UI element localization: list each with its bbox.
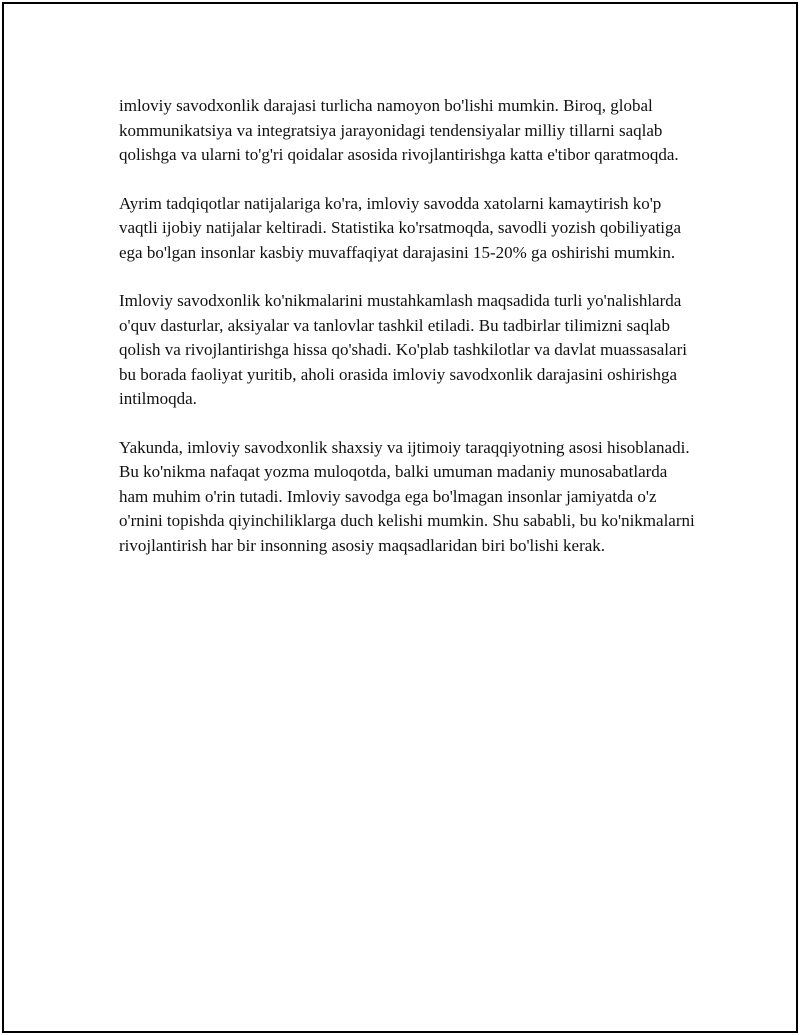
paragraph-2: Ayrim tadqiqotlar natijalariga ko'ra, imloviy savodda xatolarni kamaytirish ko'p vaqtli ijobiy natijalar keltiradi. Statistika ko'rsatmoqda, savodli yozish qobiliyatiga ega bo'lgan insonlar kasbiy muvaffaqiyat darajasini 15-20% ga oshirishi mumkin. [119, 193, 682, 262]
paragraph-1: imloviy savodxonlik darajasi turlicha namoyon bo'lishi mumkin. Biroq, global kommunikatsiya va integratsiya jarayonidagi tendensiyalar milliy tillarni saqlab qolishga va ularni to'g'ri qoidalar asosida rivojlantirishga katta e'tibor qaratmoqda. [119, 96, 679, 164]
document-body [119, 94, 699, 582]
paragraph-4: Yakunda, imloviy savodxonlik shaxsiy va ijtimoiy taraqqiyotning asosi hisoblanadi. Bu ko'nikma nafaqat yozma muloqotda, balki umuman madaniy munosabatlarda ham muhim o'rin tutadi. Imloviy savodga ega bo'lmagan insonlar jamiyatda o'z o'rnini topishda qiyinchiliklarga duch kelishi mumkin. Shu sababli, bu ko'nikmalarni rivojlantirish har bir insonning asosiy maqsadlaridan biri bo'lishi kerak. [119, 437, 695, 555]
document-page [2, 2, 798, 1033]
paragraph-3: Imloviy savodxonlik ko'nikmalarini mustahkamlash maqsadida turli yo'nalishlarda o'quv dasturlar, aksiyalar va tanlovlar tashkil etiladi. Bu tadbirlar tilimizni saqlab qolish va rivojlantirishga hissa qo'shadi. Ko'plab tashkilotlar va davlat muassasalari bu borada faoliyat yuritib, aholi orasida imloviy savodxonlik darajasini oshirishga intilmoqda. [119, 291, 687, 408]
